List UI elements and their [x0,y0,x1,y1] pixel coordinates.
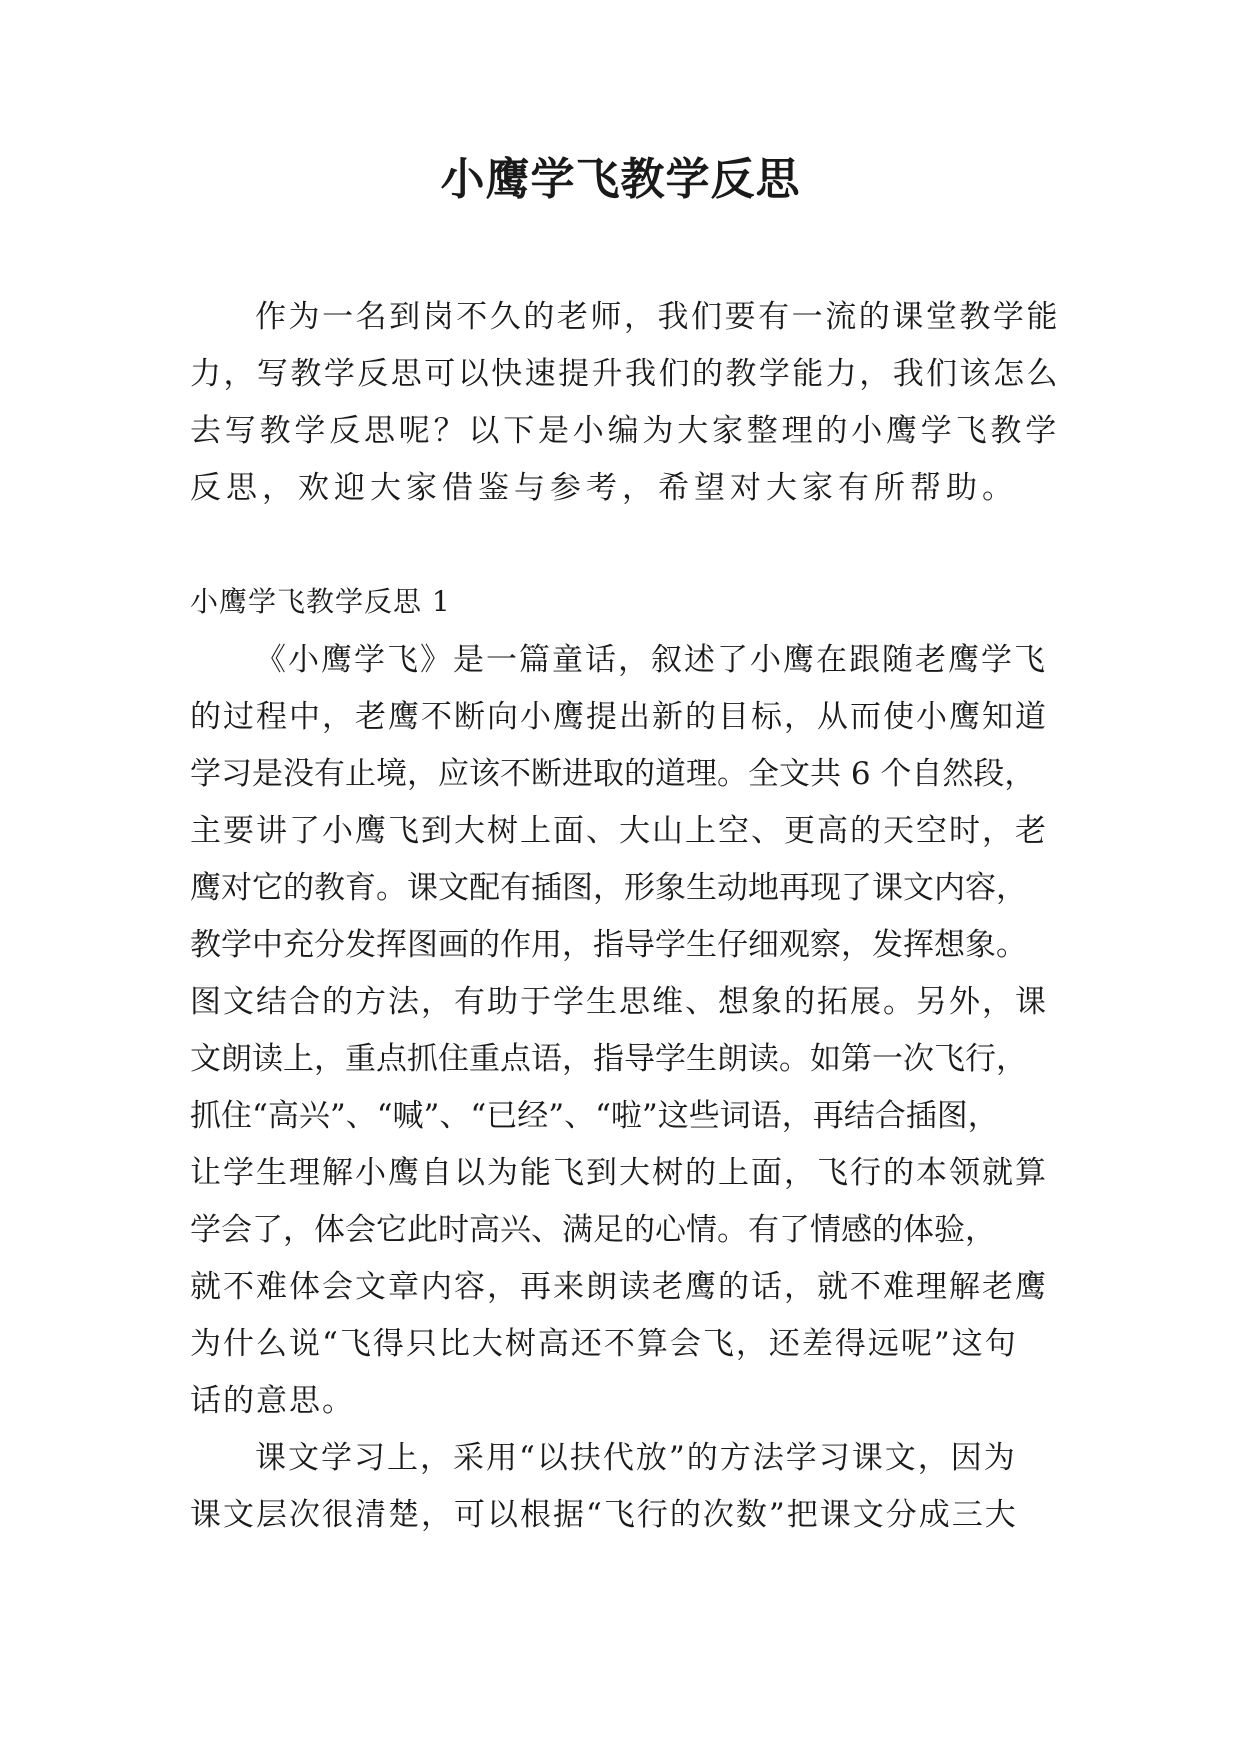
paragraph2-line-2: 课文层次很清楚，可以根据“飞行的次数”把课文分成三大 [190,1497,1018,1533]
paragraph1-line-12: 就不难体会文章内容，再来朗读老鹰的话，就不难理解老鹰 [190,1269,1048,1305]
document-title: 小鹰学飞教学反思 [440,154,801,205]
paragraph1-line-11: 学会了，体会它此时高兴、满足的心情。有了情感的体验， [190,1212,996,1248]
paragraph1-line-7: 图文结合的方法，有助于学生思维、想象的拓展。另外，课 [190,984,1048,1020]
paragraph1-line-3: 学习是没有止境，应该不断进取的道理。全文共 6 个自然段， [190,756,1036,792]
section-heading: 小鹰学飞教学反思 1 [190,585,451,618]
paragraph1-line-10: 让学生理解小鹰自以为能飞到大树的上面，飞行的本领就算 [190,1155,1048,1191]
intro-line-2: 力，写教学反思可以快速提升我们的教学能力，我们该怎么 [190,356,1060,392]
paragraph1-line-14: 话的意思。 [190,1383,355,1419]
paragraph1-line-6: 教学中充分发挥图画的作用，指导学生仔细观察，发挥想象。 [190,927,1027,963]
intro-line-1: 作为一名到岗不久的老师，我们要有一流的课堂教学能 [255,299,1060,335]
paragraph1-line-8: 文朗读上，重点抓住重点语，指导学生朗读。如第一次飞行， [190,1041,1027,1077]
intro-line-4: 反思，欢迎大家借鉴与参考，希望对大家有所帮助。 [190,470,1018,506]
paragraph1-line-4: 主要讲了小鹰飞到大树上面、大山上空、更高的天空时，老 [190,813,1048,849]
paragraph1-line-2: 的过程中，老鹰不断向小鹰提出新的目标，从而使小鹰知道 [190,699,1048,735]
paragraph1-line-1: 《小鹰学飞》是一篇童话，叙述了小鹰在跟随老鹰学飞 [255,642,1047,678]
paragraph1-line-9: 抓住“高兴”、“喊”、“已经”、“啦”这些词语，再结合插图， [190,1098,999,1134]
intro-line-3: 去写教学反思呢？以下是小编为大家整理的小鹰学飞教学 [190,413,1060,449]
paragraph1-line-5: 鹰对它的教育。课文配有插图，形象生动地再现了课文内容， [190,870,1027,906]
paragraph1-line-13: 为什么说“飞得只比大树高还不算会飞，还差得远呢”这句 [190,1326,1018,1362]
paragraph2-line-1: 课文学习上，采用“以扶代放”的方法学习课文，因为 [255,1440,1017,1476]
